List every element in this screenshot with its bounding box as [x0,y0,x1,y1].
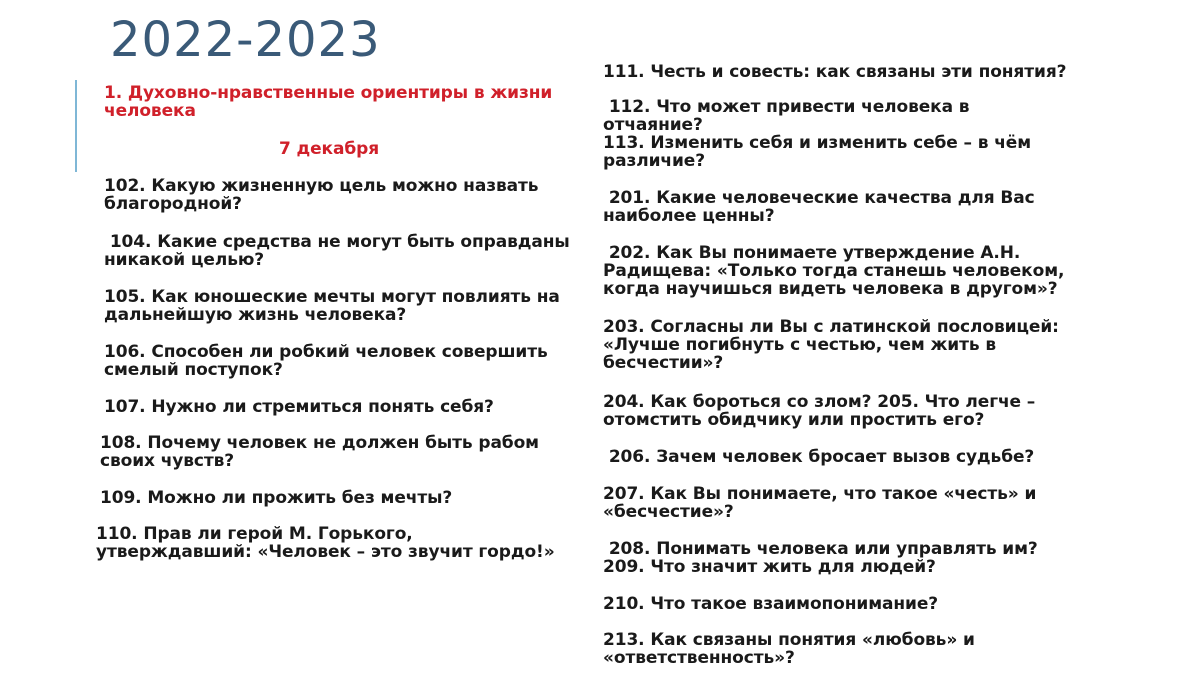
question-item: 108. Почему человек не должен быть рабом своих чувств? [100,433,545,471]
question-item: 207. Как Вы понимаете, что такое «честь» и «бесчестие»? [603,484,1043,522]
question-item: 203. Согласны ли Вы с латинской пословицей: «Лучше погибнуть с честью, чем жить в бесчестии»? [603,317,1065,373]
question-item: 206. Зачем человек бросает вызов судьбе? [603,447,1035,467]
section-date: 7 декабря [278,139,380,159]
question-item: 106. Способен ли робкий человек совершить смелый поступок? [104,342,554,380]
question-item: 113. Изменить себя и изменить себе – в чём различие? [603,133,1037,171]
question-item: 104. Какие средства не могут быть оправданы никакой целью? [104,232,576,270]
question-item: 213. Как связаны понятия «любовь» и «ответственность»? [603,630,981,668]
question-item: 112. Что может привести человека в отчаяние? [603,97,976,135]
section-heading: 1. Духовно-нравственные ориентиры в жизни человека [104,83,559,121]
question-item: 109. Можно ли прожить без мечты? [100,488,453,508]
question-item: 102. Какую жизненную цель можно назвать благородной? [104,176,545,214]
question-item: 204. Как бороться со злом? 205. Что легче – отомстить обидчику или простить его? [603,392,1042,430]
page-title: 2022-2023 [110,12,381,68]
accent-line [75,80,77,172]
question-item: 107. Нужно ли стремиться понять себя? [104,397,494,417]
question-item: 208. Понимать человека или управлять им? 209. Что значит жить для людей? [603,539,1044,577]
question-item: 111. Честь и совесть: как связаны эти понятия? [603,62,1067,82]
question-item: 105. Как юношеские мечты могут повлиять на дальнейшую жизнь человека? [104,287,566,325]
question-item: 210. Что такое взаимопонимание? [603,594,939,614]
question-item: 110. Прав ли герой М. Горького, утверждавший: «Человек – это звучит гордо!» [96,524,555,562]
question-item: 201. Какие человеческие качества для Вас наиболее ценны? [603,188,1041,226]
question-item: 202. Как Вы понимаете утверждение А.Н. Радищева: «Только тогда станешь человеком, когда научишься видеть человека в другом»? [603,243,1071,299]
